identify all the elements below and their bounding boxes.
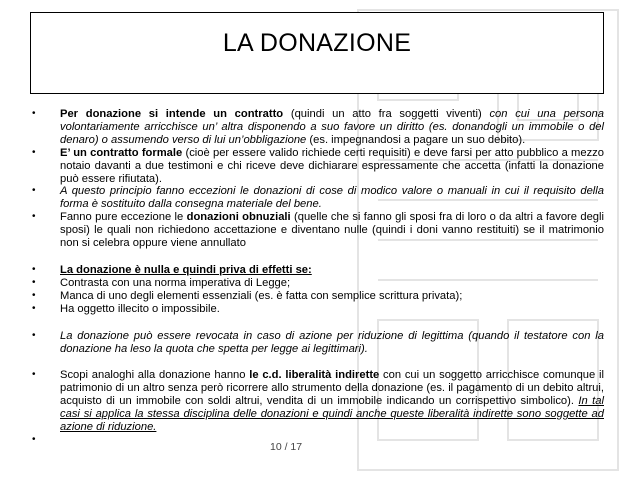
text-normal: Contrasta con una norma imperativa di Legge; (60, 276, 291, 289)
text-normal: Scopi analoghi alla donazione hanno (60, 369, 250, 382)
bullet-item-definition (30, 108, 604, 147)
text-bold: le c.d. liberalità indirette (249, 369, 380, 382)
text-normal: con cui un soggetto arricchisce comunque il patrimonio di un altro senza però ricorrere allo strumento della donazione (es. il pagamento di un debito altrui, acquisto di un immobile con soldi altrui, vendita di un immobile indicando un corrispettivo simbolico). (60, 369, 604, 408)
bullet-icon: • (32, 289, 36, 301)
bullet-item-formal-contract (30, 147, 604, 186)
bullet-icon: • (32, 329, 36, 341)
bullet-item-nullity-3 (30, 303, 604, 316)
text-bold: donazioni obnuziali (186, 211, 291, 224)
bullet-icon: • (32, 211, 36, 223)
text-italic: con cui una persona volontariamente arricchisce un’ altra disponendo a suo favore un diritto (es. donandogli un immobile o del denaro) o assumendo verso di lui un’obbligazione (60, 108, 605, 146)
bullet-icon: • (32, 185, 36, 197)
text-bold: Per donazione si intende un contratto (60, 108, 284, 120)
bullet-item-nullity-2 (30, 290, 604, 303)
bullet-item-indirect-gifts (30, 369, 604, 434)
bullet-item-nullity-1 (30, 277, 604, 290)
bullet-icon: • (32, 433, 36, 445)
text-normal: (quelle che si fanno gli sposi fra di loro o da altri a favore degli sposi) le quali non richiedono accettazione e diventano nulle (quindi i doni vanno restituiti) se il matrimonio non si celebra oppure viene annullato (60, 211, 604, 250)
text-normal: (cioè per essere valido richiede certi requisiti) e deve farsi per atto pubblico a mezzo notaio davanti a due testimoni e chi riceve deve dichiarare espressamente che accetta (infatti la donazione può essere rifiutata). (60, 146, 605, 185)
text-normal: (es. impegnandosi a pagare un suo debito). (306, 133, 526, 146)
text-bold-underline: La donazione è nulla e quindi priva di effetti se: (60, 263, 312, 276)
bullet-icon: • (32, 302, 36, 314)
title-box (30, 12, 604, 94)
text-italic: A questo principio fanno eccezioni le donazioni di cose di modico valore o manuali in cui il requisito della forma è sostituito dalla consegna materiale del bene. (60, 185, 604, 211)
bullet-item-exception-modest (30, 185, 604, 211)
bullet-item-revocation (30, 330, 604, 356)
bullet-icon: • (32, 108, 36, 119)
text-bold: E’ un contratto formale (60, 146, 183, 159)
text-normal: (quindi un atto fra soggetti viventi) (283, 108, 490, 120)
bullet-icon: • (32, 369, 36, 381)
text-normal: Ha oggetto illecito o impossibile. (60, 302, 220, 315)
text-italic: La donazione può essere revocata in caso di azione per riduzione di legittima (quando il testatore con la donazione ha leso la quota che spetta per legge ai legittimari). (60, 329, 604, 355)
bullet-item-obnuziali (30, 211, 604, 250)
slide-title: LA DONAZIONE (222, 29, 412, 57)
bullet-item-nullity-heading (30, 264, 604, 277)
bullet-icon: • (32, 263, 36, 275)
slide-number: 10 / 17 (270, 441, 303, 453)
bullet-icon: • (32, 276, 36, 288)
bullet-list (30, 108, 605, 445)
bullet-icon: • (32, 146, 36, 158)
text-italic-underline: In tal casi si applica la stessa disciplina delle donazioni e quindi anche queste liberalità indirette sono soggette ad azione di riduzione. (60, 395, 604, 434)
text-normal: Manca di uno degli elementi essenziali (es. è fatta con semplice scrittura privata); (60, 289, 463, 302)
text-normal: Fanno pure eccezione le (60, 211, 187, 224)
